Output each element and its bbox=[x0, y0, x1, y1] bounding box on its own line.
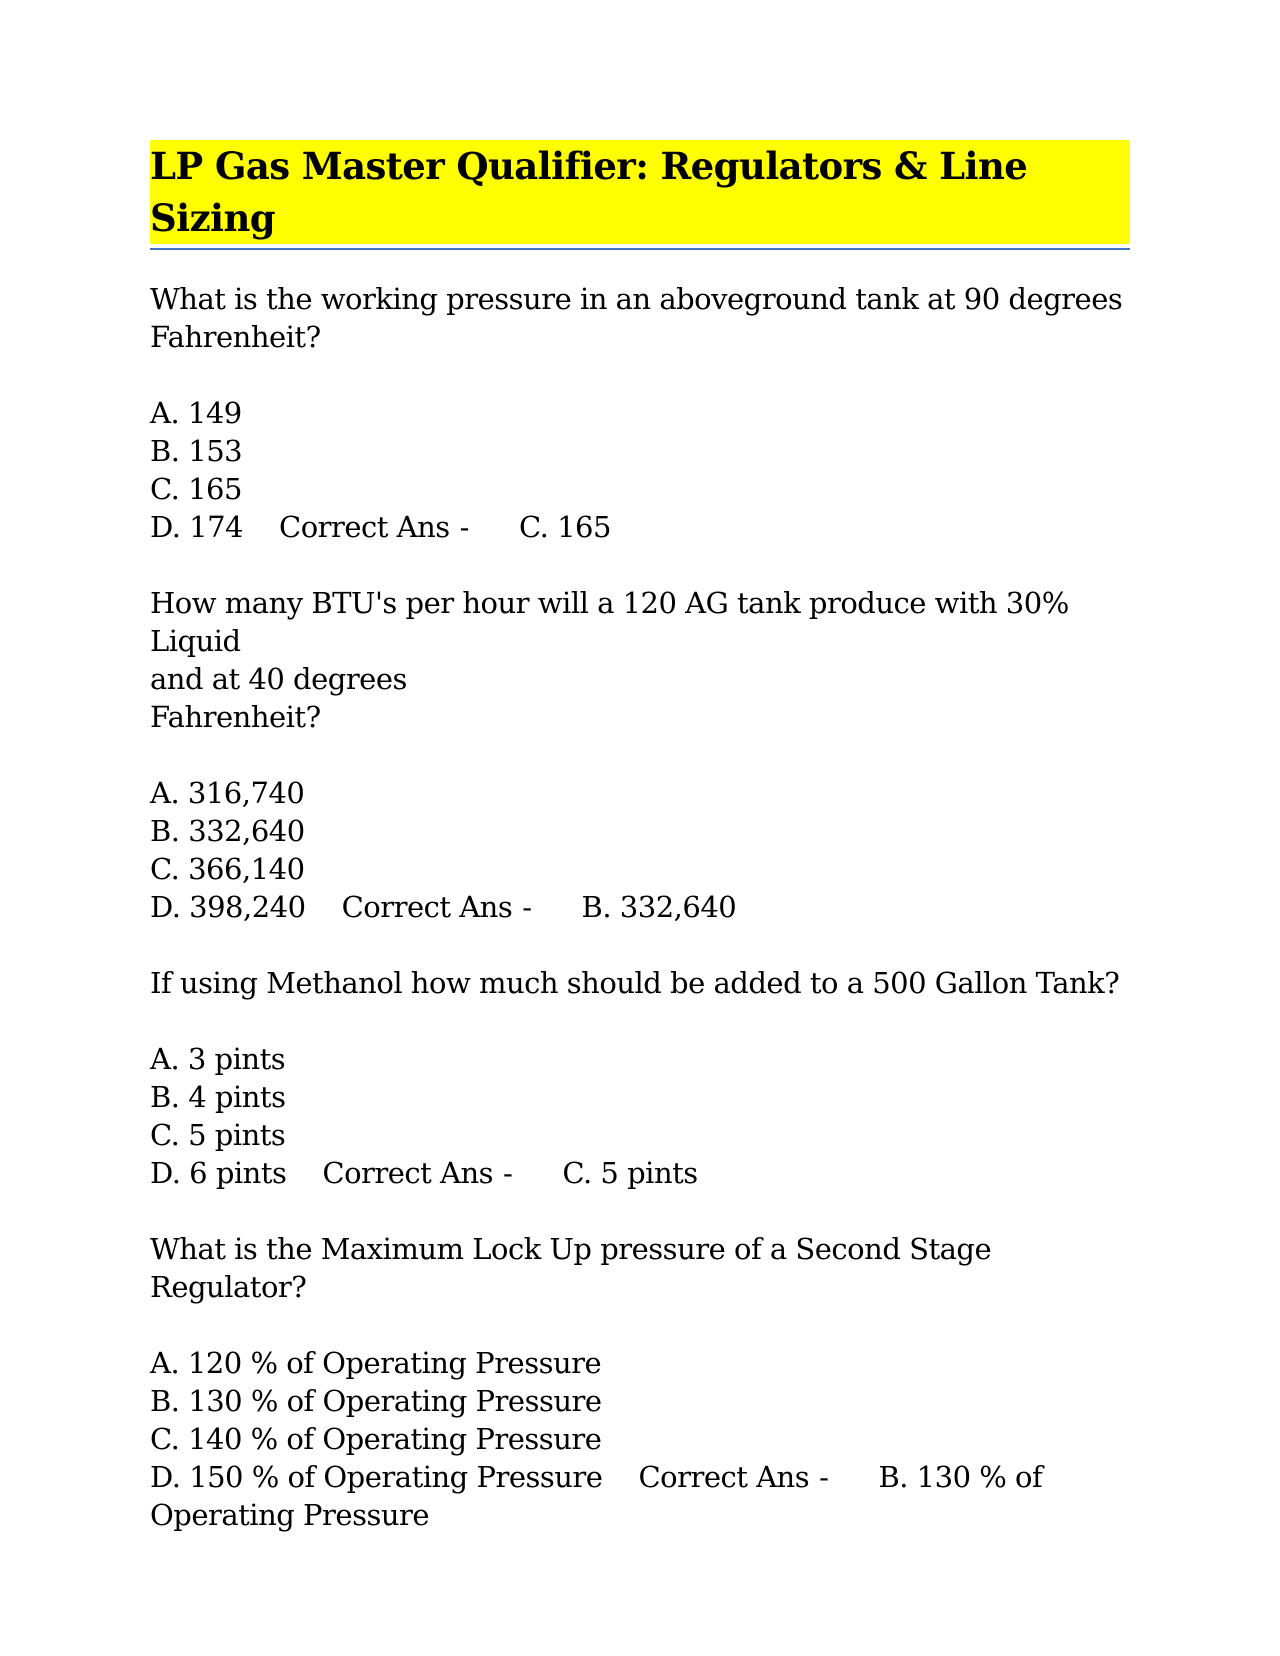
title-rule bbox=[150, 140, 1130, 250]
option-item: A. 3 pints bbox=[150, 1042, 286, 1076]
option-item: A. 120 % of Operating Pressure bbox=[150, 1346, 602, 1380]
correct-answer-label: Correct Ans bbox=[341, 890, 513, 924]
option-list bbox=[150, 394, 1130, 546]
correct-answer: C. 165 bbox=[518, 510, 611, 544]
correct-answer: B. 332,640 bbox=[581, 890, 737, 924]
answer-dash: - bbox=[459, 510, 469, 544]
option-list bbox=[150, 774, 1130, 926]
option-item: C. 140 % of Operating Pressure bbox=[150, 1422, 602, 1456]
option-item: D. 398,240 bbox=[150, 890, 306, 924]
option-item-with-answer bbox=[150, 888, 1130, 926]
answer-dash: - bbox=[522, 890, 532, 924]
correct-answer: C. 5 pints bbox=[562, 1156, 698, 1190]
option-item: B. 4 pints bbox=[150, 1080, 286, 1114]
document-title: LP Gas Master Qualifier: Regulators & Line Sizing bbox=[150, 140, 1130, 244]
answer-dash: - bbox=[819, 1460, 829, 1494]
correct-answer-label: Correct Ans bbox=[638, 1460, 810, 1494]
option-item: B. 130 % of Operating Pressure bbox=[150, 1384, 602, 1418]
option-item-with-answer bbox=[150, 1458, 1130, 1534]
correct-answer: B. 130 % of Operating Pressure bbox=[150, 1460, 1043, 1532]
option-list bbox=[150, 1344, 1130, 1534]
question-block bbox=[150, 584, 1130, 926]
document-page bbox=[150, 140, 1130, 1572]
option-list bbox=[150, 1040, 1130, 1192]
question-text: What is the Maximum Lock Up pressure of a Second Stage Regulator? bbox=[150, 1232, 992, 1304]
option-item-with-answer bbox=[150, 1154, 1130, 1192]
option-item: A. 316,740 bbox=[150, 776, 305, 810]
option-item: B. 332,640 bbox=[150, 814, 305, 848]
question-text: What is the working pressure in an aboveground tank at 90 degrees Fahrenheit? bbox=[150, 282, 1123, 354]
option-item: D. 174 bbox=[150, 510, 244, 544]
question-text: If using Methanol how much should be added to a 500 Gallon Tank? bbox=[150, 966, 1120, 1000]
option-item: C. 165 bbox=[150, 472, 242, 506]
option-item: A. 149 bbox=[150, 396, 242, 430]
option-item: D. 150 % of Operating Pressure bbox=[150, 1460, 603, 1494]
option-item: D. 6 pints bbox=[150, 1156, 287, 1190]
correct-answer-label: Correct Ans bbox=[322, 1156, 494, 1190]
question-block bbox=[150, 964, 1130, 1192]
option-item-with-answer bbox=[150, 508, 1130, 546]
question-block bbox=[150, 1230, 1130, 1534]
question-block bbox=[150, 280, 1130, 546]
option-item: C. 5 pints bbox=[150, 1118, 286, 1152]
correct-answer-label: Correct Ans bbox=[279, 510, 450, 544]
question-text: How many BTU's per hour will a 120 AG tank produce with 30% Liquid and at 40 degrees Fahrenheit? bbox=[150, 586, 1069, 734]
option-item: B. 153 bbox=[150, 434, 243, 468]
option-item: C. 366,140 bbox=[150, 852, 305, 886]
answer-dash: - bbox=[503, 1156, 513, 1190]
